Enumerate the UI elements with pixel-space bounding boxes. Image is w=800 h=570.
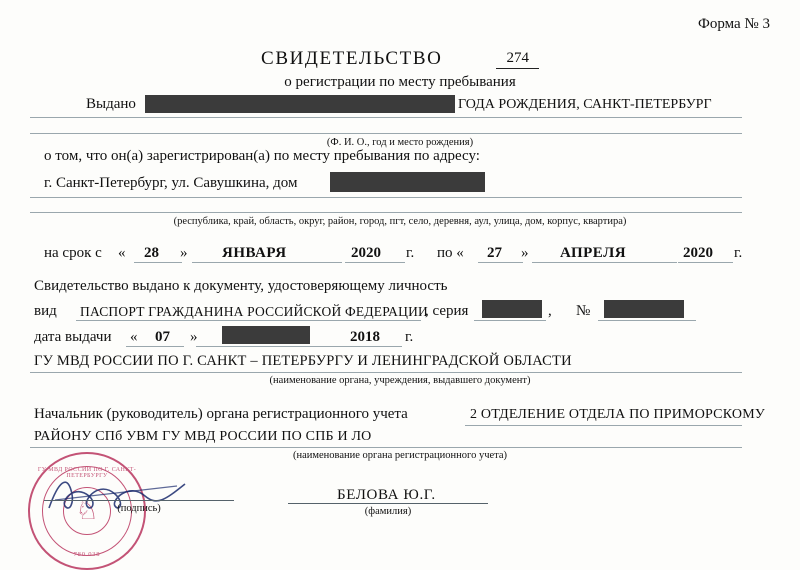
term-year-to: 2020 (683, 245, 713, 261)
issue-date-label: дата выдачи (34, 329, 112, 345)
rule-chief-1 (465, 425, 742, 426)
issue-quote-open: « (130, 329, 138, 345)
address-value: г. Санкт-Петербург, ул. Савушкина, дом (44, 175, 298, 191)
issue-day: 07 (155, 329, 170, 345)
chief-label: Начальник (руководитель) органа регистрационного учета (34, 406, 408, 422)
rule-year-from (345, 262, 405, 263)
term-month-from: ЯНВАРЯ (222, 245, 287, 261)
term-day-to: 27 (487, 245, 502, 261)
title-row (0, 48, 800, 71)
issued-to-label: Выдано (86, 96, 136, 112)
rule-signature (44, 500, 234, 501)
rule-issued-to (30, 117, 742, 118)
redacted-month-bar (222, 326, 310, 344)
issuing-authority: ГУ МВД РОССИИ ПО Г. САНКТ – ПЕТЕРБУРГУ И ЛЕНИНГРАДСКОЙ ОБЛАСТИ (34, 353, 572, 369)
stamp-bottom-text: 780 038 (73, 551, 101, 558)
rule-address-1 (30, 197, 742, 198)
stamp-top-text: ГУ МВД РОССИИ ПО Г. САНКТ-ПЕТЕРБУРГУ (37, 467, 137, 479)
rule-day-to (478, 262, 523, 263)
term-quote-close: » (180, 245, 188, 261)
surname-caption: (фамилия) (364, 506, 412, 517)
rule-fio (30, 133, 742, 134)
rule-chief-2 (30, 447, 742, 448)
form-number: Форма № 3 (698, 16, 770, 32)
rule-month-from (192, 262, 342, 263)
page-subtitle: о регистрации по месту пребывания (284, 74, 516, 90)
rule-address-2 (30, 212, 742, 213)
term-prefix: на срок с (44, 245, 102, 261)
issued-to-value: ГОДА РОЖДЕНИЯ, САНКТ-ПЕТЕРБУРГ (458, 97, 712, 112)
chief-org-line-1: 2 ОТДЕЛЕНИЕ ОТДЕЛА ПО ПРИМОРСКОМУ (470, 407, 765, 422)
certificate-number: 274 (496, 50, 539, 69)
document-kind-label: вид (34, 303, 57, 319)
rule-number (598, 320, 696, 321)
series-label: , серия (425, 303, 469, 319)
series-comma: , (548, 303, 552, 319)
rule-issue-month (196, 346, 344, 347)
surname-value: БЕЛОВА Ю.Г. (337, 487, 436, 503)
term-to-label: по « (437, 245, 464, 261)
rule-year-to (678, 262, 733, 263)
term-g-abbr-2: г. (734, 245, 743, 261)
rule-day-from (134, 262, 182, 263)
fio-caption: (Ф. И. О., год и место рождения) (326, 137, 474, 148)
term-month-to: АПРЕЛЯ (560, 245, 627, 261)
signature-caption: (подпись) (117, 503, 161, 514)
document-intro: Свидетельство выдано к документу, удостоверяющему личность (34, 278, 448, 294)
term-day-from: 28 (144, 245, 159, 261)
issue-year: 2018 (350, 329, 380, 345)
redacted-address-bar (330, 172, 485, 192)
rule-authority (30, 372, 742, 373)
number-label: № (576, 303, 591, 319)
issue-g-abbr: г. (405, 329, 414, 345)
term-quote-close-2: » (521, 245, 529, 261)
issue-quote-close: » (190, 329, 198, 345)
rule-issue-year (344, 346, 402, 347)
address-caption: (республика, край, область, округ, район, город, пгт, село, деревня, аул, улица, дом, корпус, квартира) (173, 216, 627, 227)
term-quote-open: « (118, 245, 126, 261)
rule-surname (288, 503, 488, 504)
chief-org-line-2: РАЙОНУ СПб УВМ ГУ МВД РОССИИ ПО СПБ И ЛО (34, 429, 372, 444)
page-title: СВИДЕТЕЛЬСТВО (261, 48, 443, 69)
rule-kind (76, 320, 421, 321)
rule-month-to (532, 262, 677, 263)
redacted-series-bar (482, 300, 542, 318)
document-kind-value: ПАСПОРТ ГРАЖДАНИНА РОССИЙСКОЙ ФЕДЕРАЦИИ (80, 304, 428, 319)
redacted-number-bar (604, 300, 684, 318)
rule-series (474, 320, 546, 321)
authority-caption: (наименование органа, учреждения, выдавшего документ) (269, 375, 531, 386)
term-year-from: 2020 (351, 245, 381, 261)
term-g-abbr-1: г. (406, 245, 415, 261)
redacted-name-bar (145, 95, 455, 113)
chief-org-caption: (наименование органа регистрационного учета) (292, 450, 508, 461)
double-eagle-icon: ♘ (75, 496, 99, 525)
rule-issue-day (126, 346, 184, 347)
registered-line: о том, что он(а) зарегистрирован(а) по месту пребывания по адресу: (44, 148, 480, 164)
